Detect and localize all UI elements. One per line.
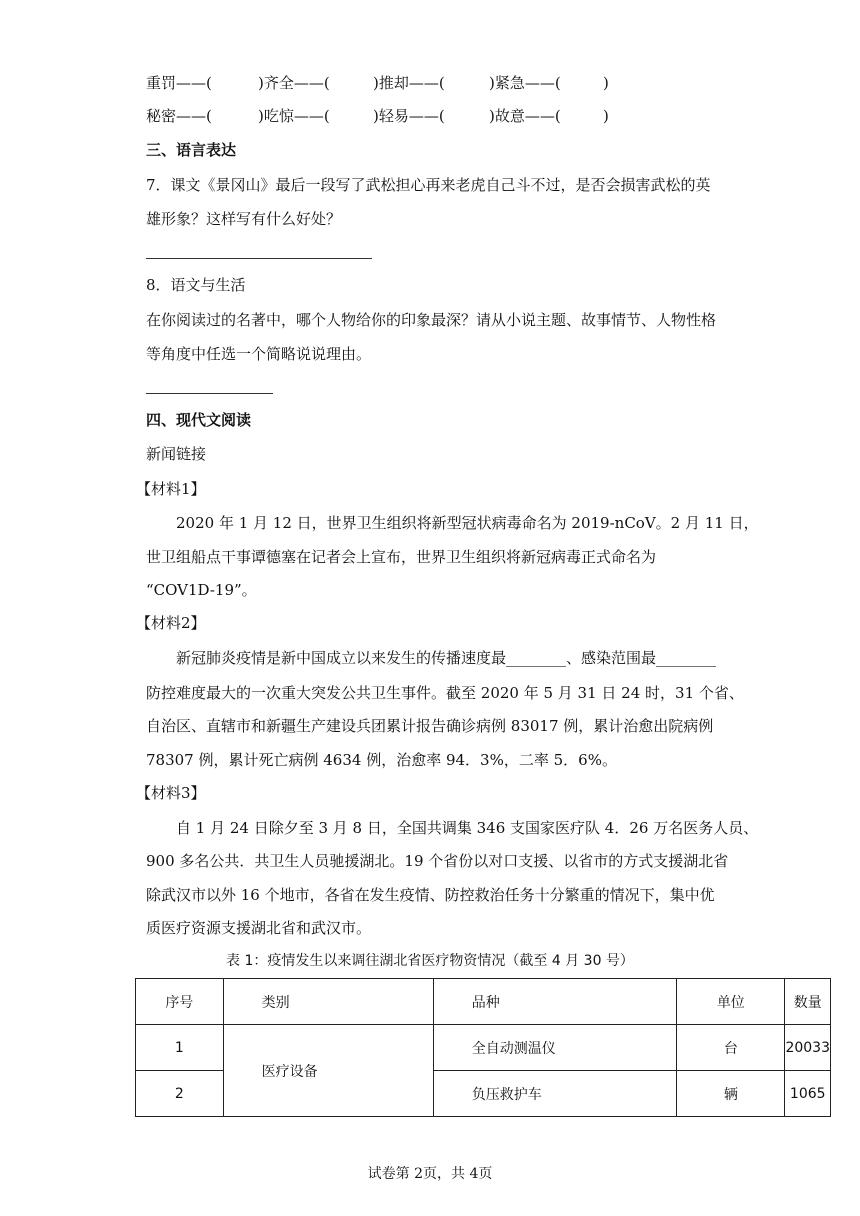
header-item: 品种 (433, 979, 676, 1025)
news-link-subheading: 新闻链接 (146, 445, 207, 463)
material-3-label: 【材料3】 (136, 784, 206, 802)
cell-unit: 辆 (677, 1071, 785, 1117)
antonym-item: )故意——( (489, 107, 561, 125)
question-8-line-2: 等角度中任选一个简略说说理由。 (146, 345, 372, 363)
antonym-row-1 (146, 73, 609, 93)
material-2-line-1: 新冠肺炎疫情是新中国成立以来发生的传播速度最________、感染范围最________ (176, 649, 717, 667)
material-1-line-2: 世卫组船点干事谭德塞在记者会上宣布，世界卫生组织将新冠病毒正式命名为 (146, 548, 657, 566)
cell-unit: 台 (677, 1025, 785, 1071)
antonym-item: )轻易——( (373, 107, 445, 125)
cell-qty: 1065 (785, 1071, 831, 1117)
material-2-line-2: 防控难度最大的一次重大突发公共卫生事件。截至 2020 年 5 月 31 日 24 时，31 个省、 (146, 684, 744, 702)
answer-line-8[interactable] (146, 393, 273, 394)
cell-item: 负压救护车 (433, 1071, 676, 1117)
material-3-line-2: 900 多名公共．共卫生人员驰援湖北。19 个省份以对口支援、以省市的方式支援湖北省 (146, 852, 729, 870)
antonym-item: )吃惊——( (258, 107, 330, 125)
material-3-line-1: 自 1 月 24 日除夕至 3 月 8 日，全国共调集 346 支国家医疗队 4．26 万名医务人员、 (176, 819, 759, 837)
table-caption: 表 1：疫情发生以来调往湖北省医疗物资情况（截至 4 月 30 号） (226, 953, 634, 969)
antonym-item: )齐全——( (258, 74, 330, 92)
table-header-row (136, 979, 831, 1025)
material-1-line-3: “COV1D-19”。 (146, 581, 257, 599)
page-footer: 试卷第 2页，共 4页 (367, 1166, 493, 1182)
antonym-item: )推却——( (373, 74, 445, 92)
antonym-item: ) (603, 74, 609, 92)
cell-item: 全自动测温仪 (433, 1025, 676, 1071)
cell-no: 1 (136, 1025, 224, 1071)
header-category: 类别 (223, 979, 433, 1025)
material-3-line-4: 质医疗资源支援湖北省和武汉市。 (146, 919, 372, 937)
header-unit: 单位 (677, 979, 785, 1025)
material-2-label: 【材料2】 (136, 614, 206, 632)
material-2-line-3: 自治区、直辖市和新疆生产建设兵团累计报告确诊病例 83017 例，累计治愈出院病例 (146, 717, 714, 735)
antonym-item: 重罚——( (146, 74, 212, 92)
question-7-line-1: 7．课文《景冈山》最后一段写了武松担心再来老虎自己斗不过，是否会损害武松的英 (146, 176, 711, 194)
section-3-heading: 三、语言表达 (146, 141, 237, 159)
material-1-label: 【材料1】 (136, 480, 206, 498)
material-1-line-1: 2020 年 1 月 12 日，世界卫生组织将新型冠状病毒命名为 2019-nCoV。2 月 11 日， (176, 514, 759, 532)
antonym-item: 秘密——( (146, 107, 212, 125)
answer-line-7[interactable] (146, 258, 372, 259)
antonym-item: ) (603, 107, 609, 125)
table-row (136, 1025, 831, 1071)
question-7-line-2: 雄形象？这样写有什么好处？ (146, 210, 342, 228)
cell-no: 2 (136, 1071, 224, 1117)
cell-category: 医疗设备 (223, 1025, 433, 1117)
question-8-line-1: 在你阅读过的名著中，哪个人物给你的印象最深？请从小说主题、故事情节、人物性格 (146, 311, 717, 329)
material-3-line-3: 除武汉市以外 16 个地市，各省在发生疫情、防控救治任务十分繁重的情况下，集中优 (146, 886, 715, 904)
header-qty: 数量 (785, 979, 831, 1025)
antonym-item: )紧急——( (489, 74, 561, 92)
material-2-line-4: 78307 例，累计死亡病例 4634 例，治愈率 94．3%，二率 5．6%。 (146, 751, 617, 769)
cell-qty: 20033 (785, 1025, 831, 1071)
section-4-heading: 四、现代文阅读 (146, 411, 252, 429)
header-no: 序号 (136, 979, 224, 1025)
supplies-table (135, 978, 831, 1117)
antonym-row-2 (146, 106, 609, 126)
question-8-title: 8．语文与生活 (146, 276, 246, 294)
